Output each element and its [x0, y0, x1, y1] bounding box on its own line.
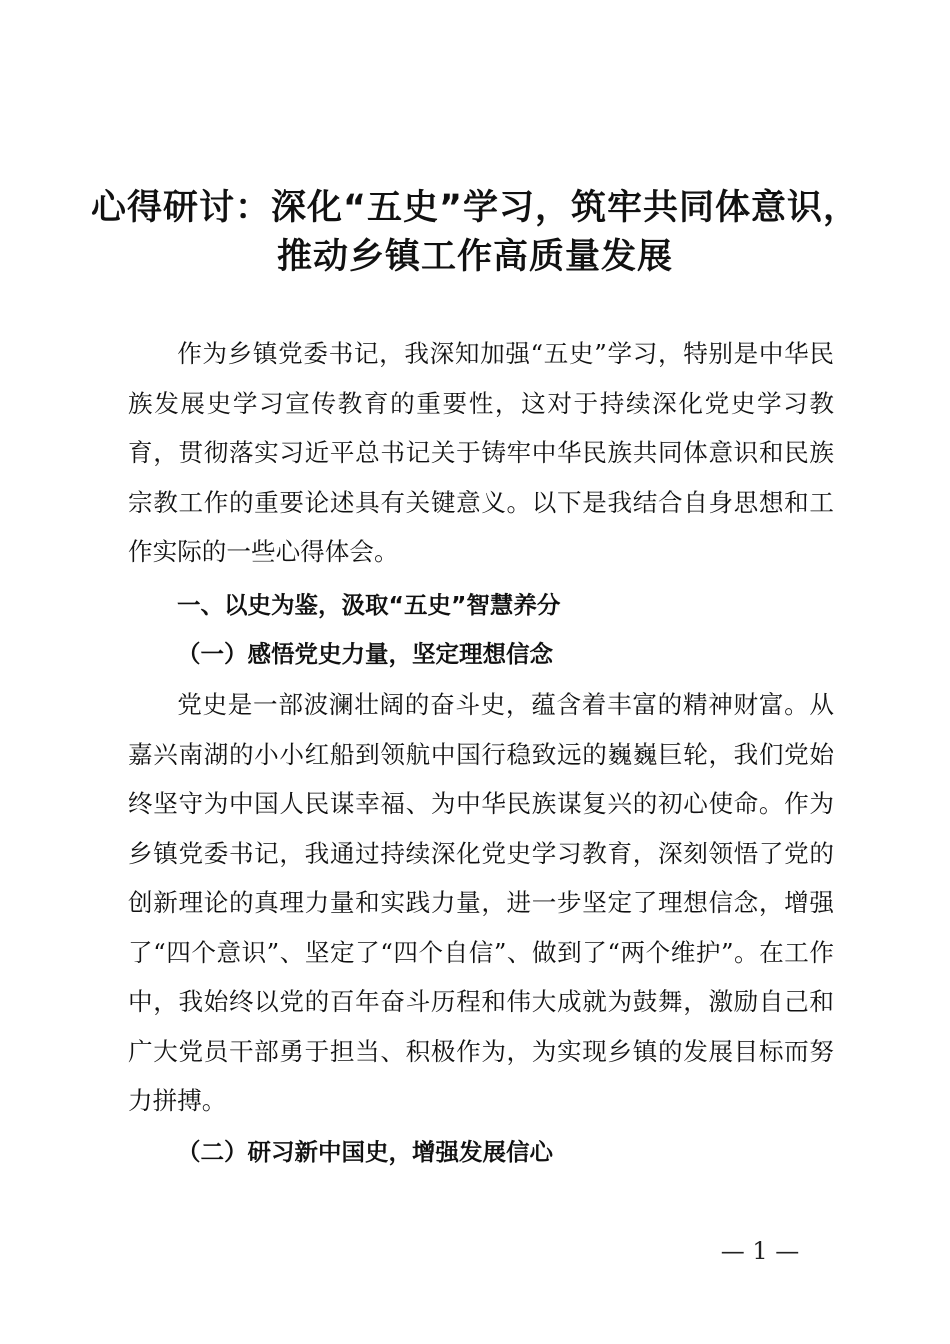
intro-paragraph: 作为乡镇党委书记，我深知加强“五史”学习，特别是中华民族发展史学习宣传教育的重要性，这对于持续深化党史学习教育，贯彻落实习近平总书记关于铸牢中华民族共同体意识和民族宗教工作的重要论述具有关键意义。以下是我结合自身思想和工作实际的一些心得体会。	[128, 339, 834, 566]
page-number: — 1 —	[720, 1237, 800, 1265]
document-title-line-2: 推动乡镇工作高质量发展	[276, 237, 673, 277]
subsection-1-paragraph: 党史是一部波澜壮阔的奋斗史，蕴含着丰富的精神财富。从嘉兴南湖的小小红船到领航中国行稳致远的巍巍巨轮，我们党始终坚守为中国人民谋幸福、为中华民族谋复兴的初心使命。作为乡镇党委书记，我通过持续深化党史学习教育，深刻领悟了党的创新理论的真理力量和实践力量，进一步坚定了理想信念，增强了“四个意识”、坚定了“四个自信”、做到了“两个维护”。在工作中，我始终以党的百年奋斗历程和伟大成就为鼓舞，激励自己和广大党员干部勇于担当、积极作为，为实现乡镇的发展目标而努力拼搏。	[128, 690, 834, 1115]
subsection-1-heading: （一）感悟党史力量，坚定理想信念	[177, 640, 553, 668]
subsection-2-heading: （二）研习新中国史，增强发展信心	[177, 1138, 553, 1166]
section-1-heading: 一、以史为鉴，汲取“五史”智慧养分	[177, 591, 561, 619]
document-title-line-1: 心得研讨：深化“五史”学习，筑牢共同体意识，	[90, 188, 859, 228]
